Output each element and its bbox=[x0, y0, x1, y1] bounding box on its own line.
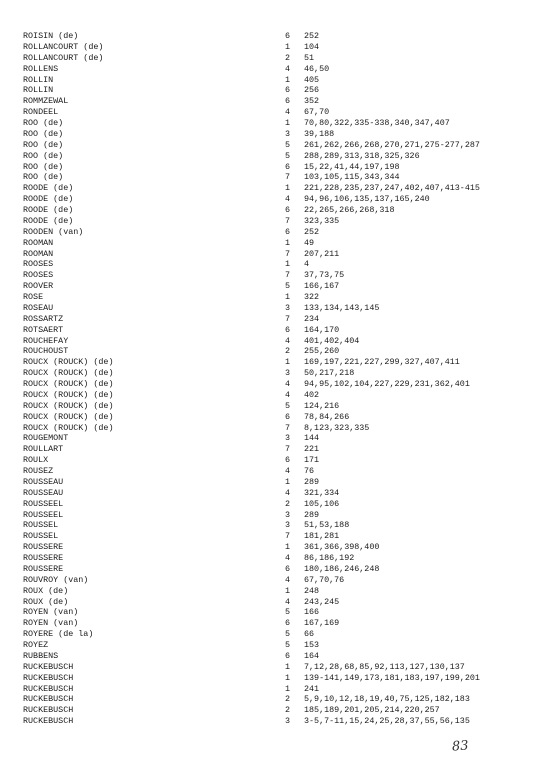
entry-pages: 248 bbox=[304, 585, 320, 596]
entry-volume: 6 bbox=[285, 96, 291, 107]
index-entry bbox=[23, 172, 538, 183]
entry-pages: 51,53,188 bbox=[304, 520, 350, 531]
entry-surname: ROISIN (de) bbox=[23, 31, 79, 41]
index-entry bbox=[23, 368, 538, 379]
entry-pages: 180,186,246,248 bbox=[304, 563, 380, 574]
index-entry bbox=[23, 194, 538, 205]
entry-pages: 105,106 bbox=[304, 498, 340, 509]
entry-surname: ROUX (de) bbox=[23, 585, 69, 596]
entry-pages: 37,73,75 bbox=[304, 270, 345, 281]
entry-pages: 241 bbox=[304, 683, 320, 694]
entry-surname: ROYEN (van) bbox=[23, 618, 79, 629]
entry-pages: 50,217,218 bbox=[304, 368, 355, 379]
entry-volume: 3 bbox=[285, 433, 291, 444]
index-entry bbox=[23, 586, 538, 597]
index-entry bbox=[23, 325, 538, 336]
entry-pages: 166 bbox=[304, 607, 320, 618]
entry-surname: ROUSEZ bbox=[23, 466, 54, 476]
index-entry bbox=[23, 520, 538, 531]
entry-pages: 352 bbox=[304, 96, 320, 107]
index-entry bbox=[23, 433, 538, 444]
entry-volume: 4 bbox=[285, 379, 291, 389]
entry-pages: 51 bbox=[304, 52, 315, 63]
entry-pages: 255,260 bbox=[304, 346, 340, 357]
index-entry bbox=[23, 390, 538, 401]
entry-surname: ROSSARTZ bbox=[23, 313, 64, 324]
entry-pages: 288,289,313,318,325,326 bbox=[304, 150, 420, 161]
index-entry bbox=[23, 379, 538, 390]
index-entry bbox=[23, 292, 538, 303]
entry-volume: 5 bbox=[285, 629, 291, 640]
entry-surname: ROUSSEEL bbox=[23, 509, 64, 520]
entry-volume: 1 bbox=[285, 183, 291, 194]
entry-pages: 22,265,266,268,318 bbox=[304, 205, 395, 215]
entry-volume: 4 bbox=[285, 466, 291, 476]
entry-surname: RUCKEBUSCH bbox=[23, 694, 74, 705]
entry-volume: 1 bbox=[285, 74, 291, 85]
index-entry bbox=[23, 401, 538, 412]
index-entry bbox=[23, 216, 538, 227]
index-entry bbox=[23, 499, 538, 510]
entry-surname: ROYERE (de la) bbox=[23, 629, 94, 640]
entry-pages: 5,9,10,12,18,19,40,75,125,182,183 bbox=[304, 694, 470, 705]
entry-pages: 221,228,235,237,247,402,407,413-415 bbox=[304, 183, 480, 194]
entry-volume: 7 bbox=[285, 248, 291, 259]
entry-surname: ROO (de) bbox=[23, 172, 64, 183]
index-entry bbox=[23, 553, 538, 564]
index-entry bbox=[23, 629, 538, 640]
entry-volume: 7 bbox=[285, 215, 291, 226]
entry-surname: ROO (de) bbox=[23, 161, 64, 172]
entry-volume: 3 bbox=[285, 520, 291, 531]
entry-surname: ROUX (de) bbox=[23, 596, 69, 607]
entry-volume: 1 bbox=[285, 661, 291, 672]
entry-pages: 94,95,102,104,227,229,231,362,401 bbox=[304, 379, 470, 389]
entry-pages: 185,189,201,205,214,220,257 bbox=[304, 705, 440, 716]
entry-pages: 405 bbox=[304, 74, 320, 85]
entry-volume: 7 bbox=[285, 531, 291, 542]
entry-surname: ROUCX (ROUCK) (de) bbox=[23, 379, 114, 389]
entry-pages: 94,96,106,135,137,165,240 bbox=[304, 194, 430, 205]
entry-surname: ROLLIN bbox=[23, 74, 54, 85]
entry-volume: 4 bbox=[285, 194, 291, 205]
entry-pages: 78,84,266 bbox=[304, 411, 350, 422]
entry-pages: 401,402,404 bbox=[304, 335, 360, 346]
entry-surname: ROUSSERE bbox=[23, 542, 64, 553]
entry-volume: 6 bbox=[285, 650, 291, 661]
entry-surname: ROLLANCOURT (de) bbox=[23, 52, 104, 63]
entry-volume: 7 bbox=[285, 270, 291, 281]
entry-surname: ROUSSEEL bbox=[23, 498, 64, 509]
index-entry bbox=[23, 107, 538, 118]
entry-surname: ROUVROY (van) bbox=[23, 574, 89, 585]
entry-surname: ROOMAN bbox=[23, 248, 54, 259]
index-entry bbox=[23, 85, 538, 96]
entry-volume: 4 bbox=[285, 574, 291, 585]
entry-surname: ROO (de) bbox=[23, 128, 64, 139]
entry-volume: 1 bbox=[285, 542, 291, 553]
entry-volume: 5 bbox=[285, 150, 291, 161]
entry-surname: ROULLART bbox=[23, 444, 64, 455]
entry-pages: 133,134,143,145 bbox=[304, 302, 380, 313]
entry-volume: 1 bbox=[285, 292, 291, 302]
entry-volume: 1 bbox=[285, 683, 291, 694]
entry-volume: 1 bbox=[285, 476, 291, 487]
entry-surname: ROTSAERT bbox=[23, 324, 64, 335]
entry-pages: 234 bbox=[304, 313, 320, 324]
entry-pages: 322 bbox=[304, 292, 320, 302]
entry-surname: ROUSSEL bbox=[23, 531, 59, 542]
entry-pages: 39,188 bbox=[304, 128, 335, 139]
entry-surname: ROUCHEFAY bbox=[23, 335, 69, 346]
entry-volume: 3 bbox=[285, 128, 291, 139]
entry-pages: 144 bbox=[304, 433, 320, 444]
entry-volume: 3 bbox=[285, 302, 291, 313]
index-entry bbox=[23, 673, 538, 684]
entry-surname: ROO (de) bbox=[23, 150, 64, 161]
entry-pages: 76 bbox=[304, 466, 315, 476]
entry-pages: 252 bbox=[304, 31, 320, 41]
entry-surname: ROOVER bbox=[23, 281, 54, 292]
entry-volume: 7 bbox=[285, 313, 291, 324]
entry-surname: ROUGEMONT bbox=[23, 433, 69, 444]
entry-pages: 66 bbox=[304, 629, 315, 640]
entry-surname: ROUSSEAU bbox=[23, 476, 64, 487]
entry-volume: 6 bbox=[285, 563, 291, 574]
entry-surname: ROUCX (ROUCK) (de) bbox=[23, 422, 114, 433]
index-entry bbox=[23, 129, 538, 140]
entry-pages: 169,197,221,227,299,327,407,411 bbox=[304, 357, 460, 368]
entry-pages: 402 bbox=[304, 389, 320, 400]
entry-surname: ROULX bbox=[23, 455, 49, 466]
entry-pages: 3-5,7-11,15,24,25,28,37,55,56,135 bbox=[304, 716, 470, 727]
index-entry bbox=[23, 346, 538, 357]
entry-pages: 166,167 bbox=[304, 281, 340, 292]
entry-volume: 6 bbox=[285, 455, 291, 466]
entry-volume: 4 bbox=[285, 553, 291, 563]
index-entry bbox=[23, 31, 538, 42]
entry-volume: 6 bbox=[285, 324, 291, 335]
index-entry bbox=[23, 162, 538, 173]
entry-volume: 4 bbox=[285, 335, 291, 346]
entry-pages: 46,50 bbox=[304, 63, 330, 74]
index-entry bbox=[23, 716, 538, 727]
entry-volume: 1 bbox=[285, 259, 291, 270]
entry-volume: 1 bbox=[285, 118, 291, 128]
entry-pages: 361,366,398,400 bbox=[304, 542, 380, 553]
entry-surname: RUBBENS bbox=[23, 650, 59, 661]
entry-volume: 1 bbox=[285, 357, 291, 368]
entry-pages: 181,281 bbox=[304, 531, 340, 542]
entry-volume: 2 bbox=[285, 705, 291, 716]
entry-volume: 3 bbox=[285, 509, 291, 520]
entry-volume: 6 bbox=[285, 226, 291, 237]
entry-surname: ROODEN (van) bbox=[23, 226, 84, 237]
entry-pages: 15,22,41,44,197,198 bbox=[304, 161, 400, 172]
index-entry bbox=[23, 249, 538, 260]
index-entry bbox=[23, 53, 538, 64]
index-entry bbox=[23, 488, 538, 499]
entry-surname: ROLLIN bbox=[23, 85, 54, 96]
entry-volume: 7 bbox=[285, 422, 291, 433]
entry-volume: 4 bbox=[285, 596, 291, 607]
entry-pages: 256 bbox=[304, 85, 320, 96]
entry-surname: ROODE (de) bbox=[23, 215, 74, 226]
entry-volume: 4 bbox=[285, 389, 291, 400]
entry-pages: 139-141,149,173,181,183,197,199,201 bbox=[304, 672, 480, 683]
entry-surname: ROSEAU bbox=[23, 302, 54, 313]
entry-volume: 4 bbox=[285, 487, 291, 498]
index-entry bbox=[23, 75, 538, 86]
index-entry bbox=[23, 651, 538, 662]
entry-surname: ROOMAN bbox=[23, 237, 54, 248]
index-entry bbox=[23, 618, 538, 629]
index-entry bbox=[23, 607, 538, 618]
index-entry bbox=[23, 314, 538, 325]
entry-volume: 2 bbox=[285, 498, 291, 509]
entry-volume: 2 bbox=[285, 52, 291, 63]
index-entry bbox=[23, 684, 538, 695]
index-entry bbox=[23, 42, 538, 53]
index-entry bbox=[23, 259, 538, 270]
entry-surname: ROUCX (ROUCK) (de) bbox=[23, 368, 114, 379]
entry-surname: RUCKEBUSCH bbox=[23, 705, 74, 716]
index-entry bbox=[23, 662, 538, 673]
entry-surname: RUCKEBUSCH bbox=[23, 672, 74, 683]
entry-pages: 323,335 bbox=[304, 215, 340, 226]
entry-volume: 7 bbox=[285, 444, 291, 455]
entry-pages: 221 bbox=[304, 444, 320, 455]
entry-volume: 5 bbox=[285, 281, 291, 292]
index-entry bbox=[23, 510, 538, 521]
entry-volume: 5 bbox=[285, 607, 291, 618]
entry-pages: 261,262,266,268,270,271,275-277,287 bbox=[304, 139, 480, 150]
entry-pages: 164,170 bbox=[304, 324, 340, 335]
entry-volume: 6 bbox=[285, 205, 291, 215]
index-entry bbox=[23, 281, 538, 292]
index-entry bbox=[23, 694, 538, 705]
entry-pages: 103,105,115,343,344 bbox=[304, 172, 400, 183]
entry-volume: 1 bbox=[285, 41, 291, 52]
entry-pages: 67,70,76 bbox=[304, 574, 345, 585]
index-entry bbox=[23, 531, 538, 542]
entry-pages: 153 bbox=[304, 640, 320, 650]
entry-surname: ROODE (de) bbox=[23, 194, 74, 205]
entry-volume: 6 bbox=[285, 85, 291, 96]
index-entry bbox=[23, 412, 538, 423]
index-entry bbox=[23, 238, 538, 249]
page-number: 83 bbox=[451, 738, 470, 755]
entry-volume: 3 bbox=[285, 368, 291, 379]
entry-pages: 70,80,322,335-338,340,347,407 bbox=[304, 118, 450, 128]
entry-pages: 289 bbox=[304, 476, 320, 487]
index-entry bbox=[23, 357, 538, 368]
entry-pages: 252 bbox=[304, 226, 320, 237]
index-entry bbox=[23, 151, 538, 162]
entry-surname: ROMMZEWAL bbox=[23, 96, 69, 107]
entry-volume: 5 bbox=[285, 400, 291, 411]
entry-surname: RUCKEBUSCH bbox=[23, 716, 74, 727]
entry-pages: 243,245 bbox=[304, 596, 340, 607]
index-entry bbox=[23, 227, 538, 238]
entry-surname: ROSE bbox=[23, 292, 44, 302]
entry-pages: 104 bbox=[304, 41, 320, 52]
entry-surname: RONDEEL bbox=[23, 107, 59, 118]
index-entry bbox=[23, 640, 538, 651]
entry-pages: 86,186,192 bbox=[304, 553, 355, 563]
entry-volume: 1 bbox=[285, 237, 291, 248]
entry-volume: 4 bbox=[285, 107, 291, 118]
entry-volume: 5 bbox=[285, 139, 291, 150]
entry-surname: ROODE (de) bbox=[23, 183, 74, 194]
entry-surname: ROOSES bbox=[23, 270, 54, 281]
entry-volume: 5 bbox=[285, 640, 291, 650]
index-entry bbox=[23, 444, 538, 455]
entry-volume: 6 bbox=[285, 618, 291, 629]
entry-surname: ROOSES bbox=[23, 259, 54, 270]
entry-pages: 7,12,28,68,85,92,113,127,130,137 bbox=[304, 661, 465, 672]
entry-volume: 4 bbox=[285, 63, 291, 74]
index-entry bbox=[23, 423, 538, 434]
entry-volume: 6 bbox=[285, 411, 291, 422]
entry-pages: 124,216 bbox=[304, 400, 340, 411]
entry-surname: ROUCX (ROUCK) (de) bbox=[23, 357, 114, 368]
entry-surname: ROUCX (ROUCK) (de) bbox=[23, 400, 114, 411]
entry-surname: ROUCX (ROUCK) (de) bbox=[23, 389, 114, 400]
entry-pages: 49 bbox=[304, 237, 315, 248]
index-entry bbox=[23, 118, 538, 129]
entry-volume: 3 bbox=[285, 716, 291, 727]
entry-pages: 207,211 bbox=[304, 248, 340, 259]
entry-volume: 7 bbox=[285, 172, 291, 183]
index-entry bbox=[23, 270, 538, 281]
entry-pages: 4 bbox=[304, 259, 310, 270]
entry-pages: 289 bbox=[304, 509, 320, 520]
index-entry bbox=[23, 564, 538, 575]
index-entry bbox=[23, 597, 538, 608]
entry-pages: 171 bbox=[304, 455, 320, 466]
index-entry bbox=[23, 64, 538, 75]
entry-volume: 1 bbox=[285, 585, 291, 596]
index-entry bbox=[23, 542, 538, 553]
entry-surname: ROODE (de) bbox=[23, 205, 74, 215]
entry-pages: 167,169 bbox=[304, 618, 340, 629]
index-list bbox=[23, 31, 538, 727]
index-entry bbox=[23, 205, 538, 216]
entry-surname: ROUSSEL bbox=[23, 520, 59, 531]
entry-volume: 1 bbox=[285, 672, 291, 683]
entry-volume: 6 bbox=[285, 31, 291, 41]
index-entry bbox=[23, 705, 538, 716]
index-entry bbox=[23, 575, 538, 586]
entry-surname: ROYEZ bbox=[23, 640, 49, 650]
entry-surname: ROO (de) bbox=[23, 118, 64, 128]
entry-surname: ROO (de) bbox=[23, 139, 64, 150]
index-entry bbox=[23, 455, 538, 466]
index-entry bbox=[23, 183, 538, 194]
entry-surname: RUCKEBUSCH bbox=[23, 661, 74, 672]
entry-surname: ROUCX (ROUCK) (de) bbox=[23, 411, 114, 422]
entry-pages: 8,123,323,335 bbox=[304, 422, 370, 433]
entry-surname: ROUSSERE bbox=[23, 563, 64, 574]
entry-surname: RUCKEBUSCH bbox=[23, 683, 74, 694]
entry-surname: ROUSSERE bbox=[23, 553, 64, 563]
entry-pages: 321,334 bbox=[304, 487, 340, 498]
entry-surname: ROUSSEAU bbox=[23, 487, 64, 498]
index-entry bbox=[23, 477, 538, 488]
entry-surname: ROLLANCOURT (de) bbox=[23, 41, 104, 52]
entry-pages: 67,70 bbox=[304, 107, 330, 118]
entry-surname: ROUCHOUST bbox=[23, 346, 69, 357]
entry-volume: 2 bbox=[285, 694, 291, 705]
index-entry bbox=[23, 336, 538, 347]
entry-surname: ROYEN (van) bbox=[23, 607, 79, 618]
entry-volume: 2 bbox=[285, 346, 291, 357]
entry-surname: ROLLENS bbox=[23, 63, 59, 74]
index-entry bbox=[23, 303, 538, 314]
entry-volume: 6 bbox=[285, 161, 291, 172]
entry-pages: 164 bbox=[304, 650, 320, 661]
index-entry bbox=[23, 140, 538, 151]
index-entry bbox=[23, 96, 538, 107]
index-entry bbox=[23, 466, 538, 477]
